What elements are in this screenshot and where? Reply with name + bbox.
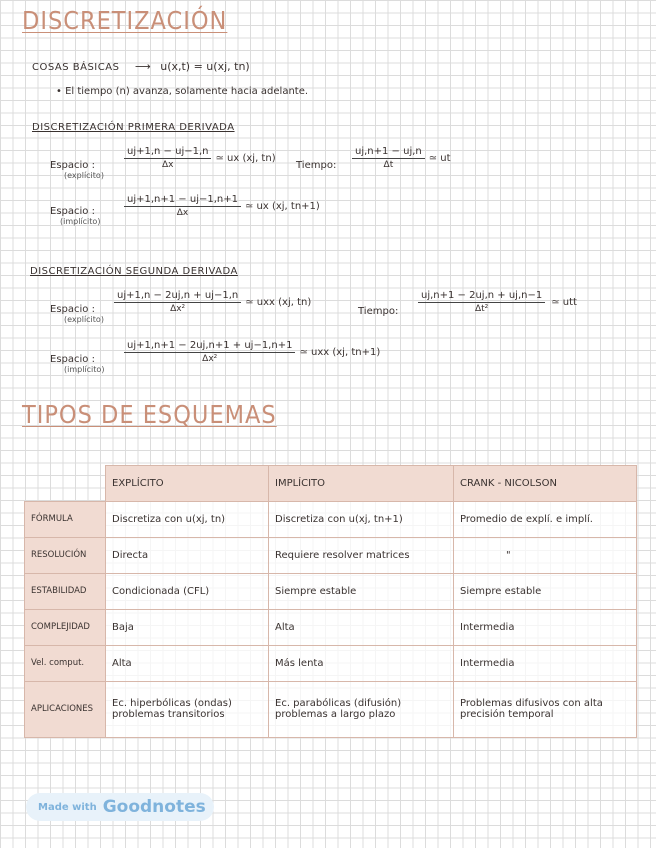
fraction-denominator: Δx: [162, 160, 174, 170]
arrow-icon: ⟶: [134, 60, 151, 73]
basics-line: [32, 60, 250, 73]
table-cell: Alta: [106, 645, 269, 681]
second-explicit-formula: [114, 290, 311, 314]
table-cell: Discretiza con u(xj, tn): [106, 501, 269, 537]
first-explicit-label: Espacio :: [50, 160, 95, 171]
made-with-goodnotes-badge[interactable]: [26, 793, 214, 821]
first-explicit-sub: (explícito): [64, 171, 104, 180]
table-header-row: [25, 466, 637, 502]
fraction-denominator: Δx²: [202, 354, 218, 364]
basics-expr: u(x,t) = u(xj, tn): [160, 60, 250, 73]
first-explicit-fraction: [124, 146, 211, 170]
row-label: COMPLEJIDAD: [25, 609, 106, 645]
row-label: Vel. comput.: [25, 645, 106, 681]
table-cell: Intermedia: [454, 609, 637, 645]
first-time-formula: [352, 146, 451, 170]
second-implicit-fraction: [124, 340, 295, 364]
first-time-label: Tiempo:: [296, 160, 337, 171]
fraction-numerator: uj+1,n − uj−1,n: [124, 146, 211, 159]
first-implicit-rhs: ≃ ux (xj, tn+1): [244, 200, 320, 212]
second-derivative-heading: DISCRETIZACIÓN SEGUNDA DERIVADA: [30, 266, 238, 277]
second-implicit-sub: (implícito): [64, 365, 105, 374]
first-implicit-label: Espacio :: [50, 206, 95, 217]
first-explicit-formula: [124, 146, 276, 170]
table-cell: Más lenta: [269, 645, 454, 681]
table-cell: Alta: [269, 609, 454, 645]
first-implicit-sub: (implícito): [60, 217, 101, 226]
fraction-denominator: Δt²: [474, 304, 489, 314]
table-cell: Promedio de explí. e implí.: [454, 501, 637, 537]
table-corner: [25, 466, 106, 502]
fraction-numerator: uj+1,n+1 − uj−1,n+1: [124, 194, 241, 207]
table-cell: Discretiza con u(xj, tn+1): [269, 501, 454, 537]
first-explicit-rhs: ≃ ux (xj, tn): [215, 152, 276, 164]
first-implicit-label-group: [50, 206, 100, 226]
fraction-denominator: Δx²: [170, 304, 186, 314]
column-header-explicit: EXPLÍCITO: [106, 466, 269, 502]
row-label: ESTABILIDAD: [25, 573, 106, 609]
fraction-numerator: uj,n+1 − 2uj,n + uj,n−1: [418, 290, 545, 303]
first-derivative-heading: DISCRETIZACIÓN PRIMERA DERIVADA: [32, 122, 235, 133]
first-time-fraction: [352, 146, 425, 170]
second-implicit-label-group: [50, 354, 104, 374]
first-implicit-formula: [124, 194, 320, 218]
basics-note: • El tiempo (n) avanza, solamente hacia adelante.: [56, 86, 309, 97]
second-time-formula: [418, 290, 577, 314]
table-row: [25, 645, 637, 681]
second-explicit-label-group: [50, 304, 104, 324]
first-implicit-fraction: [124, 194, 241, 218]
badge-brand: Goodnotes: [102, 797, 206, 817]
table-cell: Ec. parabólicas (difusión) problemas a largo plazo: [269, 681, 454, 737]
second-time-label: Tiempo:: [358, 306, 399, 317]
schemes-table: [24, 465, 637, 738]
table-row: [25, 537, 637, 573]
schemes-title: TIPOS DE ESQUEMAS: [22, 400, 277, 429]
second-implicit-formula: [124, 340, 380, 364]
table-cell: ": [454, 537, 637, 573]
second-time-fraction: [418, 290, 545, 314]
table-cell: Baja: [106, 609, 269, 645]
column-header-implicit: IMPLÍCITO: [269, 466, 454, 502]
second-time-rhs: ≃ utt: [551, 296, 577, 308]
table-cell: Ec. hiperbólicas (ondas) problemas transitorios: [106, 681, 269, 737]
table-row: [25, 609, 637, 645]
table-cell: Intermedia: [454, 645, 637, 681]
second-explicit-rhs: ≃ uxx (xj, tn): [245, 296, 312, 308]
table-cell: Requiere resolver matrices: [269, 537, 454, 573]
fraction-denominator: Δt: [383, 160, 394, 170]
fraction-numerator: uj+1,n − 2uj,n + uj−1,n: [114, 290, 241, 303]
table-row: [25, 681, 637, 737]
second-explicit-fraction: [114, 290, 241, 314]
table-row: [25, 501, 637, 537]
fraction-denominator: Δx: [176, 208, 189, 218]
badge-made-with: Made with: [38, 801, 97, 813]
second-explicit-sub: (explícito): [64, 315, 104, 324]
row-label: FÓRMULA: [25, 501, 106, 537]
page-title: DISCRETIZACIÓN: [22, 6, 228, 35]
column-header-crank-nicolson: CRANK - NICOLSON: [454, 466, 637, 502]
second-explicit-label: Espacio :: [50, 304, 95, 315]
fraction-numerator: uj,n+1 − uj,n: [352, 146, 425, 159]
first-explicit-label-group: [50, 160, 104, 180]
table-cell: Siempre estable: [454, 573, 637, 609]
first-time-rhs: ≃ ut: [428, 152, 451, 164]
second-implicit-rhs: ≃ uxx (xj, tn+1): [299, 346, 381, 358]
table-cell: Siempre estable: [269, 573, 454, 609]
row-label: APLICACIONES: [25, 681, 106, 737]
row-label: RESOLUCIÓN: [25, 537, 106, 573]
second-implicit-label: Espacio :: [50, 354, 95, 365]
table-cell: Directa: [106, 537, 269, 573]
table-row: [25, 573, 637, 609]
fraction-numerator: uj+1,n+1 − 2uj,n+1 + uj−1,n+1: [124, 340, 295, 353]
table-cell: Problemas difusivos con alta precisión temporal: [454, 681, 637, 737]
basics-label: COSAS BÁSICAS: [32, 62, 120, 73]
table-cell: Condicionada (CFL): [106, 573, 269, 609]
